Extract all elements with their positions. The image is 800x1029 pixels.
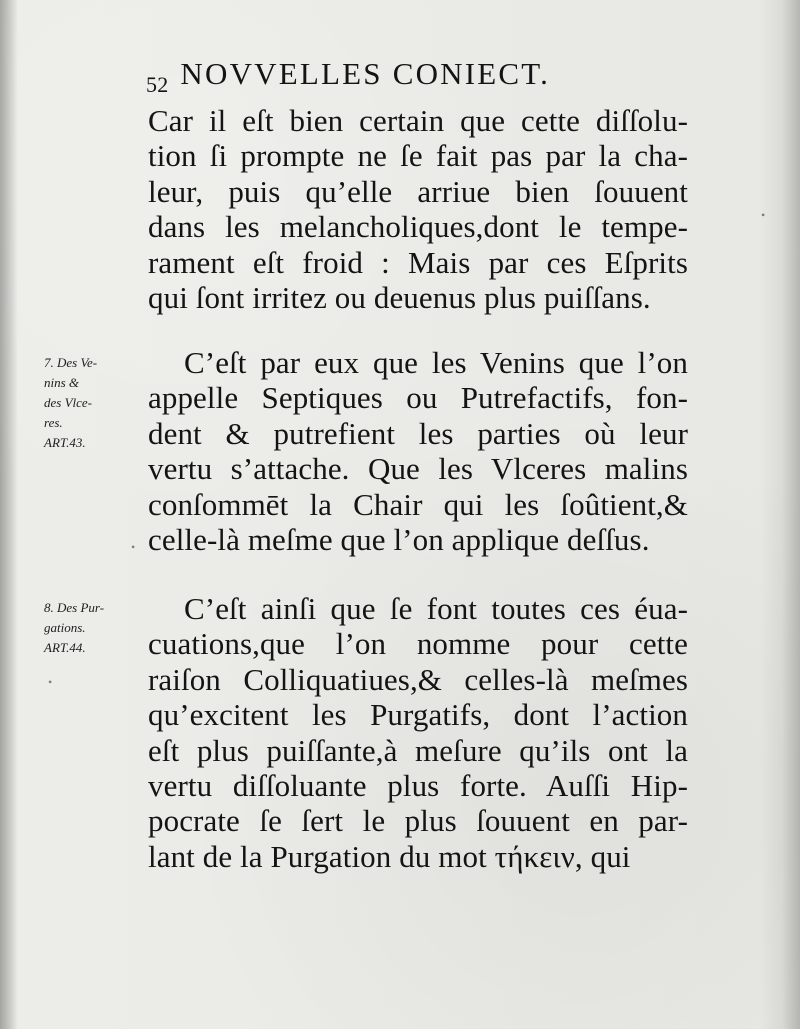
margin-note-line: 7. Des Ve-: [44, 355, 98, 370]
text-line: rament eſt froid : Mais par ces Eſprits: [148, 244, 688, 280]
text-line: celle-là meſme que l’on applique deſſus.: [148, 522, 650, 558]
text-line: C’eſt par eux que les Venins que l’on: [184, 345, 688, 380]
text-line: qu’excitent les Purgatifs, dont l’action: [148, 697, 688, 733]
margin-note-line: ART.44.: [44, 640, 86, 655]
ink-spot: •: [131, 540, 136, 554]
text-line: appelle Septiques ou Putrefactifs, fon-: [148, 380, 688, 416]
text-line: tion ſi prompte ne ſe fait pas par la cha-: [148, 138, 688, 174]
text-section-1: [148, 103, 688, 315]
left-page-shadow: [0, 0, 18, 1029]
margin-note-line: 8. Des Pur-: [44, 600, 105, 615]
page-number: 52: [146, 72, 169, 97]
text-line: eſt plus puiſſante,à meſure qu’ils ont la: [148, 732, 688, 768]
margin-note-2: [44, 598, 142, 658]
text-section-2: [148, 345, 688, 557]
text-section-3: [148, 591, 688, 874]
text-line: qui ſont irritez ou deuenus plus puiſſans.: [148, 280, 651, 316]
text-line: dent & putrefient les parties où leur: [148, 415, 688, 451]
margin-note-line: des Vlce-: [44, 395, 93, 410]
margin-note-line: res.: [44, 415, 63, 430]
text-line: lant de la Purgation du mot τήκειν, qui: [148, 838, 631, 874]
page-header: [146, 58, 658, 100]
text-line: leur, puis qu’elle arriue bien ſouuent: [148, 173, 688, 209]
text-line: conſommēt la Chair qui les ſoûtient,&: [148, 486, 688, 522]
text-line: raiſon Colliquatiues,& celles-là meſmes: [148, 661, 688, 697]
text-line: vertu diſſoluante plus forte. Auſſi Hip-: [148, 768, 688, 804]
margin-note-line: gations.: [44, 620, 86, 635]
margin-note-line: nins &: [44, 375, 80, 390]
text-line: C’eſt ainſi que ſe font toutes ces éua-: [184, 591, 688, 626]
text-line: pocrate ſe ſert le plus ſouuent en par-: [148, 803, 688, 839]
text-line: vertu s’attache. Que les Vlceres malins: [148, 451, 688, 487]
right-page-shadow: [782, 0, 800, 1029]
margin-note-1: [44, 353, 142, 453]
running-head: NOVVELLES CONIECT.: [180, 56, 551, 91]
ink-spot: •: [761, 208, 766, 222]
text-line: Car il eſt bien certain que cette diſſolu-: [148, 103, 688, 138]
text-line: dans les melancholiques,dont le tempe-: [148, 209, 688, 245]
margin-note-line: ART.43.: [44, 435, 86, 450]
text-line: cuations,que l’on nomme pour cette: [148, 626, 688, 662]
ink-spot: •: [48, 675, 53, 689]
